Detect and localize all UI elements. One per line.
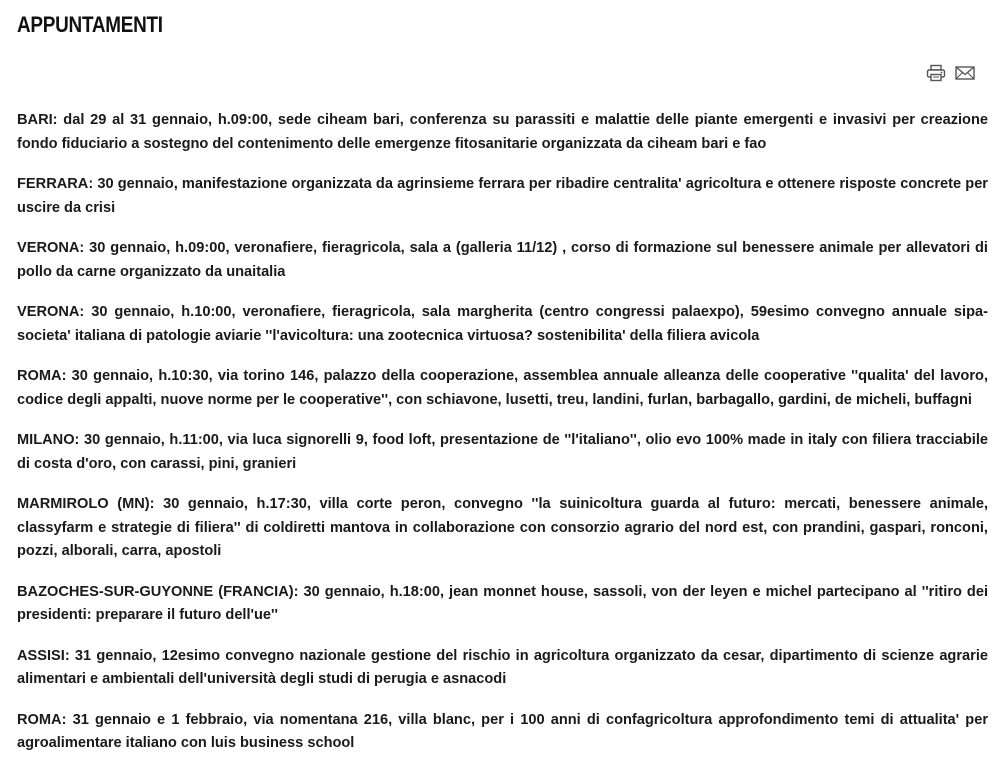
appointment-entry: ASSISI: 31 gennaio, 12esimo convegno nazionale gestione del rischio in agricoltura organizzato da cesar, dipartimento di scienze agrarie alimentari e ambientali dell'università degli studi di perugia e asnacodi — [17, 647, 988, 687]
article-tools — [926, 64, 975, 82]
appointments-list — [17, 109, 988, 773]
appointment-entry: MILANO: 30 gennaio, h.11:00, via luca signorelli 9, food loft, presentazione de ''l'italiano'', olio evo 100% made in italy con filiera tracciabile di costa d'oro, con carassi, pini, granieri — [17, 432, 988, 472]
page-title: APPUNTAMENTI — [17, 12, 163, 37]
email-button[interactable] — [955, 64, 975, 82]
appointment-entry: VERONA: 30 gennaio, h.09:00, veronafiere, fieragricola, sala a (galleria 11/12) , corso di formazione sul benessere animale per allevatori di pollo da carne organizzato da unaitalia — [17, 240, 988, 280]
appointment-entry: BARI: dal 29 al 31 gennaio, h.09:00, sede ciheam bari, conferenza su parassiti e malattie delle piante emergenti e invasivi per creazione fondo fiduciario a sostegno del contenimento delle emergenze fitosanitarie organizzata da ciheam bari e fao — [17, 112, 988, 152]
print-button[interactable] — [926, 64, 946, 82]
appointment-entry: ROMA: 30 gennaio, h.10:30, via torino 146, palazzo della cooperazione, assemblea annuale alleanza delle cooperative ''qualita' del lavoro, codice degli appalti, nuove norme per le cooperative'', con schiavone, lusetti, treu, landini, furlan, barbagallo, gardini, de micheli, buffagni — [17, 368, 988, 408]
appointment-entry: FERRARA: 30 gennaio, manifestazione organizzata da agrinsieme ferrara per ribadire centralita' agricoltura e ottenere risposte concrete per uscire da crisi — [17, 176, 988, 216]
envelope-icon — [955, 64, 975, 82]
appointment-entry: VERONA: 30 gennaio, h.10:00, veronafiere, fieragricola, sala margherita (centro congressi palaexpo), 59esimo convegno annuale sipa-societa' italiana di patologie aviarie ''l'avicoltura: una zootecnica virtuosa? sostenibilita' della filiera avicola — [17, 304, 988, 344]
appointment-entry: BAZOCHES-SUR-GUYONNE (FRANCIA): 30 gennaio, h.18:00, jean monnet house, sassoli, von der leyen e michel partecipano al ''ritiro dei presidenti: preparare il futuro dell'ue'' — [17, 583, 988, 623]
appointment-entry: MARMIROLO (MN): 30 gennaio, h.17:30, villa corte peron, convegno ''la suinicoltura guarda al futuro: mercati, benessere animale, classyfarm e strategie di filiera'' di coldiretti mantova in collaborazione con consorzio agrario del nord est, con prandini, gaspari, ronconi, pozzi, alborali, carra, apostoli — [17, 496, 988, 559]
appointment-entry: ROMA: 31 gennaio e 1 febbraio, via nomentana 216, villa blanc, per i 100 anni di confagricoltura approfondimento temi di attualita' per agroalimentare italiano con luis business school — [17, 711, 988, 751]
printer-icon — [926, 64, 946, 82]
